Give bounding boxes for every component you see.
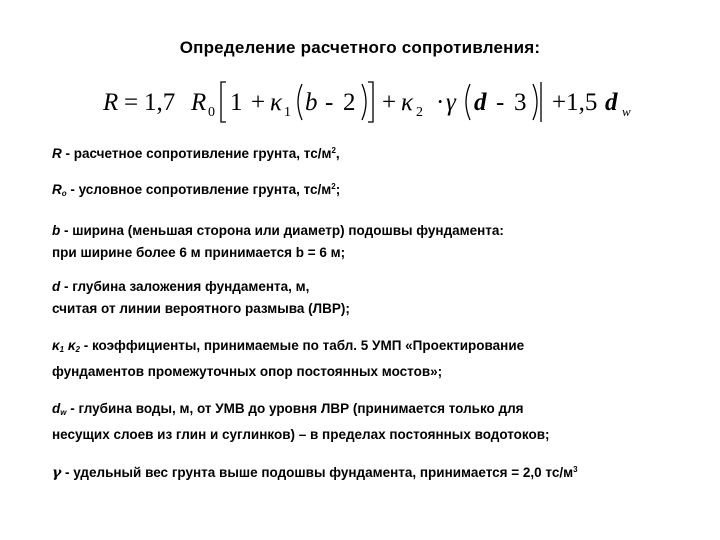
symbol-k2-sub: 2 [75, 345, 80, 354]
formula-k1: κ [270, 89, 282, 116]
formula-three: 3 [514, 89, 527, 116]
symbol-k1-sub: 1 [59, 345, 65, 354]
definition-gamma-sup: 3 [573, 465, 578, 474]
symbol-dw: d [52, 401, 61, 416]
formula-outer-right-bracket [368, 82, 373, 122]
formula-k1-sub: 1 [284, 105, 291, 120]
formula-outer-left-bracket [221, 82, 226, 122]
definition-b-line1 [52, 220, 702, 242]
definition-dw-line2: несущих слоев из глин и суглинков) – в пределах постоянных водотоков; [52, 427, 550, 442]
formula-k2-sub: 2 [416, 105, 423, 120]
definition-r-text: - расчетное сопротивление грунта, тс/м [61, 146, 332, 161]
formula-two: 2 [343, 89, 356, 116]
formula-plus2: + [382, 89, 397, 116]
symbol-k2: κ [67, 338, 76, 353]
formula-plus1: + [251, 89, 266, 116]
definition-d [52, 276, 702, 320]
symbol-k1: κ [52, 338, 60, 353]
formula-dw: d [605, 89, 618, 116]
formula-k2: κ [401, 89, 413, 116]
formula-equals: = [124, 89, 139, 116]
definition-gamma-text: - удельный вес грунта выше подошвы фундамента, принимается = 2,0 тс/м [61, 465, 574, 480]
symbol-gamma: γ [52, 465, 62, 481]
resistance-formula [0, 68, 720, 138]
definition-d-text1: - глубина заложения фундамента, м, [60, 279, 310, 294]
formula-left-paren-1 [298, 84, 302, 120]
definition-r0 [52, 176, 702, 205]
formula-dw-sub: w [622, 104, 631, 119]
definition-d-line2: считая от линии вероятного размыва (ЛВР); [52, 301, 350, 316]
symbol-r: R [52, 146, 62, 161]
formula-r0: R [191, 89, 207, 116]
definition-r0-sup: 2 [331, 182, 336, 191]
formula-d: d [474, 89, 487, 116]
formula-r: R [103, 89, 119, 116]
formula-minus1: - [325, 89, 334, 116]
formula-gamma: γ [446, 89, 456, 116]
definition-k-line2: фундаментов промежуточных опор постоянных мостов»; [52, 364, 443, 379]
formula-r0-sub: 0 [208, 105, 215, 120]
symbol-dw-sub: w [60, 408, 67, 417]
definition-k-line1 [52, 335, 702, 361]
definition-dw-line1 [52, 398, 702, 424]
symbol-r0: R [52, 182, 62, 197]
definition-d-line1 [52, 276, 702, 298]
definition-k [52, 335, 702, 383]
definition-r [52, 140, 702, 165]
definition-b-text1: - ширина (меньшая сторона или диаметр) подошвы фундамента: [60, 223, 504, 238]
symbol-d: d [52, 279, 61, 294]
slide-title: Определение расчетного сопротивления: [179, 38, 541, 57]
formula-coef1: 1,7 [144, 89, 176, 116]
formula-b: b [305, 89, 318, 116]
formula-minus2: - [496, 89, 505, 116]
definition-dw-text1: - глубина воды, м, от УМВ до уровня ЛВР (принимается только для [66, 401, 524, 416]
symbol-b: b [52, 223, 61, 238]
definition-r-sup: 2 [331, 146, 336, 155]
definition-dw [52, 398, 702, 446]
formula-dot: · [436, 89, 445, 116]
formula-left-paren-2 [466, 84, 470, 120]
definition-r0-text: - условное сопротивление грунта, тс/м [66, 182, 332, 197]
definition-gamma [52, 459, 702, 484]
formula-right-paren-2 [533, 84, 537, 120]
formula-right-paren-1 [362, 84, 366, 120]
symbol-r0-sub: o [61, 189, 67, 198]
formula-one: 1 [230, 89, 243, 116]
definition-b-line2: при ширине более 6 м принимается b = 6 м; [52, 245, 346, 260]
definition-b [52, 220, 702, 264]
formula-coef2: +1,5 [552, 89, 598, 116]
definition-k-text1: - коэффициенты, принимаемые по табл. 5 УМП «Проектирование [79, 338, 525, 353]
definition-r-tail: , [335, 146, 340, 161]
definition-r0-tail: ; [335, 182, 341, 197]
